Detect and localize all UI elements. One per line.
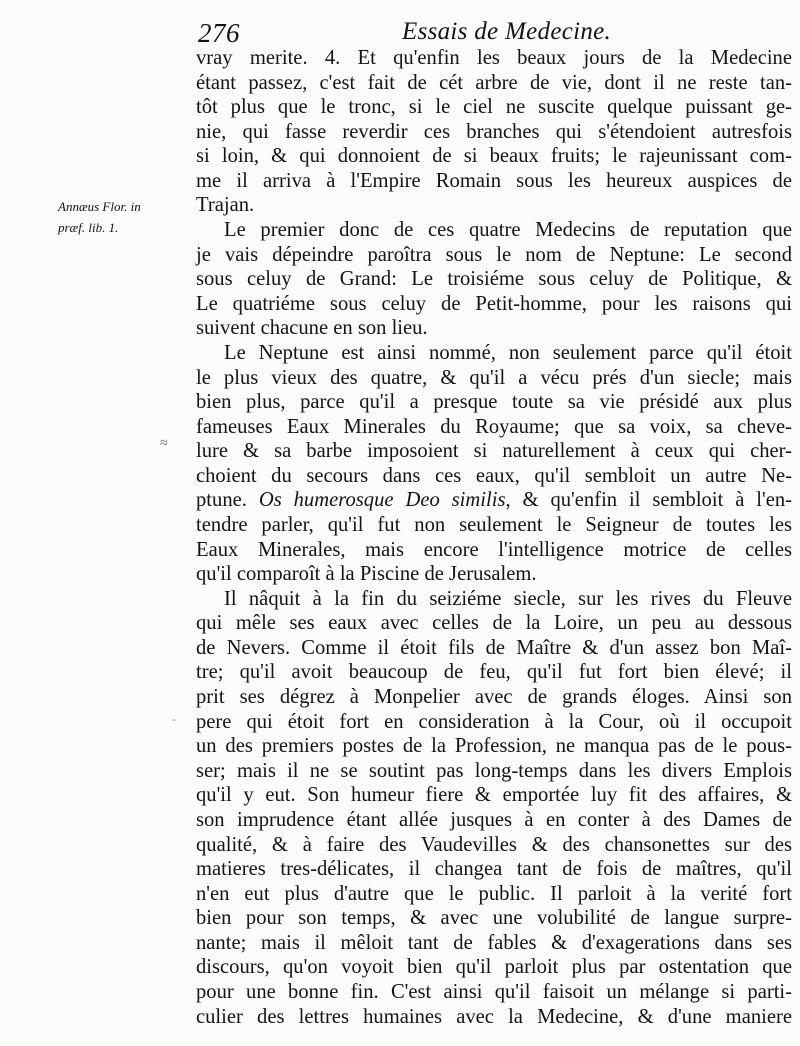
text-fragment: ptune. [196,489,247,512]
text-line: culier des lettres humaines avec la Medecine, & d'une maniere [196,1005,792,1028]
text-line: son imprudence étant allée jusques à en conter à des Dames de [196,808,792,831]
text-line: qualité, & à faire des Vaudevilles & des chansonettes sur des [196,833,792,856]
text-line [196,488,792,513]
text-line: qui mêle ses eaux avec celles de la Loire, un peu au dessous [196,612,792,635]
text-line: un des premiers postes de la Profession, ne manqua pas de le pous- [196,735,792,758]
text-line: bien pour son temps, & avec une volubilité de langue surpre- [196,907,792,930]
text-line: le plus vieux des quatre, & qu'il a vécu prés d'un siecle; mais [196,366,792,389]
text-line: si loin, & qui donnoient de si beaux fruits; le rajeunissant com- [196,145,792,168]
text-line: suivent chacune en son lieu. [196,317,428,340]
text-line: Eaux Minerales, mais encore l'intelligence motrice de celles [196,538,792,561]
text-line: je vais dépeindre paroîtra sous le nom de Neptune: Le second [196,243,792,266]
text-line: tre; qu'il avoit beaucoup de feu, qu'il fut fort bien élevé; il [196,661,792,684]
text-line: lure & sa barbe imposoient si naturellement à ceux qui cher- [196,440,792,463]
latin-quote: Os humerosque Deo similis [258,489,506,512]
text-line: pour une bonne fin. C'est ainsi qu'il faisoit un mélange si parti- [196,980,792,1003]
text-line: nie, qui fasse reverdir ces branches qui s'étendoient autresfois [196,120,792,143]
text-line: de Nevers. Comme il étoit fils de Maître & d'un assez bon Maî- [196,636,792,659]
ink-mark: - [172,712,176,726]
margin-note-line: præf. lib. 1. [58,220,119,235]
ink-mark: ≈ [160,436,168,451]
text-line: matieres tres-délicates, il changea tant de fois de maîtres, qu'il [196,858,792,881]
text-line: fameuses Eaux Minerales du Royaume; que sa voix, sa cheve- [196,415,792,438]
text-line: Il nâquit à la fin du seiziéme siecle, sur les rives du Fleuve [224,587,792,610]
text-line: discours, qu'on voyoit bien qu'il parloit plus par ostentation que [196,956,792,979]
text-line: ser; mais il ne se soutint pas long-temps dans les divers Emplois [196,759,792,782]
running-title: Essais de Medecine. [402,18,612,45]
text-line: Le Neptune est ainsi nommé, non seulement parce qu'il étoit [224,341,792,364]
text-line: étant passez, c'est fait de cét arbre de vie, dont il ne reste tan- [196,71,792,94]
text-line: tôt plus que le tronc, si le ciel ne suscite quelque puissant ge- [196,96,792,119]
text-line: vray merite. 4. Et qu'enfin les beaux jours de la Medecine [196,47,792,69]
margin-note [58,196,190,238]
text-line: pere qui étoit fort en consideration à la Cour, où il occupoit [196,710,792,733]
text-line: Le premier donc de ces quatre Medecins de reputation que [224,219,792,242]
text-line: qu'il comparoît à la Piscine de Jerusalem. [196,563,537,586]
text-line: Le quatriéme sous celuy de Petit-homme, pour les raisons qui [196,292,792,315]
text-line: prit ses dégrez à Monpelier avec de grands éloges. Ainsi son [196,686,792,709]
body-text [196,46,792,1029]
text-line: tendre parler, qu'il fut non seulement le Seigneur de toutes les [196,513,792,536]
text-fragment: , & qu'enfin il sembloit à l'en- [505,489,792,512]
text-line: nante; mais il mêloit tant de fables & d'exagerations dans ses [196,931,792,954]
text-line: me il arriva à l'Empire Romain sous les heureux auspices de [196,169,792,192]
text-line: choient du secours dans ces eaux, qu'il sembloit un autre Ne- [196,464,792,487]
page-number: 276 [198,18,240,48]
text-line: sous celuy de Grand: Le troisiéme sous celuy de Politique, & [196,268,792,291]
text-line: n'en eut plus d'autre que le public. Il parloit à la verité fort [196,882,792,905]
text-line: Trajan. [196,194,255,217]
text-line: qu'il y eut. Son humeur fiere & emportée luy fit des affaires, & [196,784,792,807]
text-line: bien plus, parce qu'il a presque toute sa vie présidé aux plus [196,391,792,414]
margin-note-line: Annæus Flor. in [58,199,141,214]
